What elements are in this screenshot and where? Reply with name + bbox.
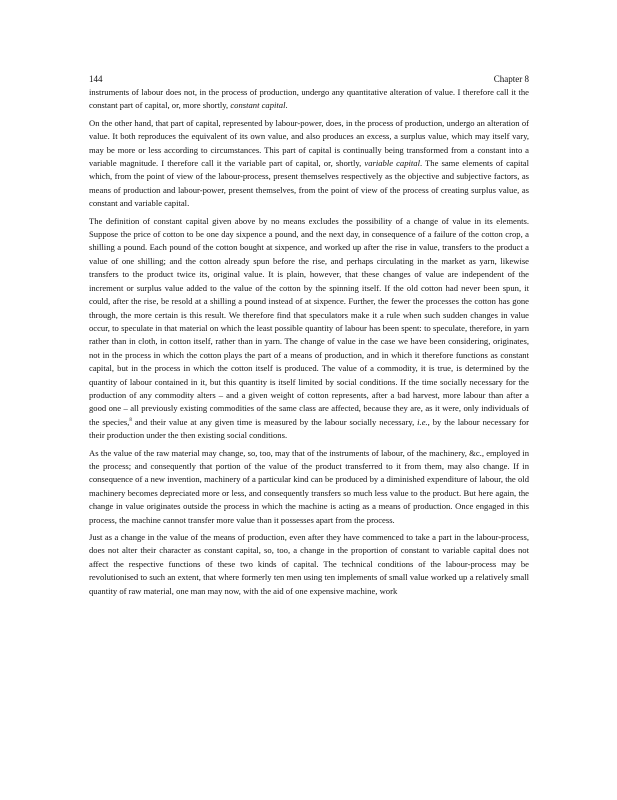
paragraph-2: On the other hand, that part of capital, represented by labour-power, does, in the process of production, undergo an alteration of value. It both reproduces the equivalent of its own value, and also produces an excess, a surplus value, which may itself vary, may be more or less according to circumstances. This part of capital is continually being transformed from a constant into a variable magnitude. I therefore call it the variable part of capital, or, shortly, variable capital. The same elements of capital which, from the point of view of the labour-process, present themselves respectively as the objective and subjective factors, as means of production and labour-power, present themselves, from the point of view of the process of creating surplus value, as constant and variable capital. [89, 117, 530, 209]
paragraph-1: instruments of labour does not, in the process of production, undergo any quantitative alteration of value. I therefore call it the constant part of capital, or, more shortly, constant capital. [89, 87, 529, 111]
document-page [89, 74, 529, 784]
footnote-marker: 8 [129, 417, 132, 423]
running-head [89, 74, 529, 84]
paragraph-5: Just as a change in the value of the means of production, even after they have commenced to take a part in the labour-process, does not alter their character as constant capital, so, too, a change in the proportion of constant to variable capital does not affect the respective functions of these two kinds of capital. The technical conditions of the labour-process may be revolutionised to such an extent, that where formerly ten men using ten implements of small value worked up a relatively small quantity of raw material, one man may now, with the aid of one expensive machine, work [89, 532, 529, 596]
chapter-label: Chapter 8 [493, 74, 529, 84]
paragraph-4: As the value of the raw material may change, so, too, may that of the instruments of labour, of the machinery, &c., employed in the process; and consequently that portion of the value of the product transferred to it from them, may also change. If in consequence of a new invention, machinery of a particular kind can be produced by a diminished expenditure of labour, the old machinery becomes depreciated more or less, and consequently transfers so much less value to the product. But here again, the change in value originates outside the process in which the machine is acting as a means of production. Once engaged in this process, the machine cannot transfer more value than it possesses apart from the process. [89, 447, 529, 525]
page-number: 144 [89, 74, 103, 84]
paragraph-3: The definition of constant capital given above by no means excludes the possibility of a change of value in its elements. Suppose the price of cotton to be one day sixpence a pound, and the next day, in consequence of a failure of the cotton crop, a shilling a pound. Each pound of the cotton bought at sixpence, and worked up after the rise in value, transfers to the product a value of one shilling; and the cotton already spun before the rise, and perhaps circulating in the market as yarn, likewise transfers to the product twice its, original value. It is plain, however, that these changes of value are independent of the increment or surplus value added to the value of the cotton by the spinning itself. If the old cotton had never been spun, it could, after the rise, be resold at a shilling a pound instead of at sixpence. Further, the fewer the processes the cotton has gone through, the more certain is this result. We therefore find that speculators make it a rule when such sudden changes in value occur, to speculate in that material on which the least possible quantity of labour has been spent: to speculate, therefore, in yarn rather than in cloth, in cotton itself, rather than in yarn. The change of value in the case we have been considering, originates, not in the process in which the cotton plays the part of a means of production, and in which it therefore functions as constant capital, but in the process in which the cotton itself is produced. The value of a commodity, it is true, is determined by the quantity of labour contained in it, but this quantity is itself limited by social conditions. If the time socially necessary for the production of any commodity alters – and a given weight of cotton represents, after a bad harvest, more labour than after a good one – all previously existing commodities of the same class are affected, because they are, as it were, only individuals of the species,$^8$ and their value at any given time is measured by the labour socially necessary, i.e., by the labour necessary for their production under the then existing social conditions. [89, 215, 529, 441]
